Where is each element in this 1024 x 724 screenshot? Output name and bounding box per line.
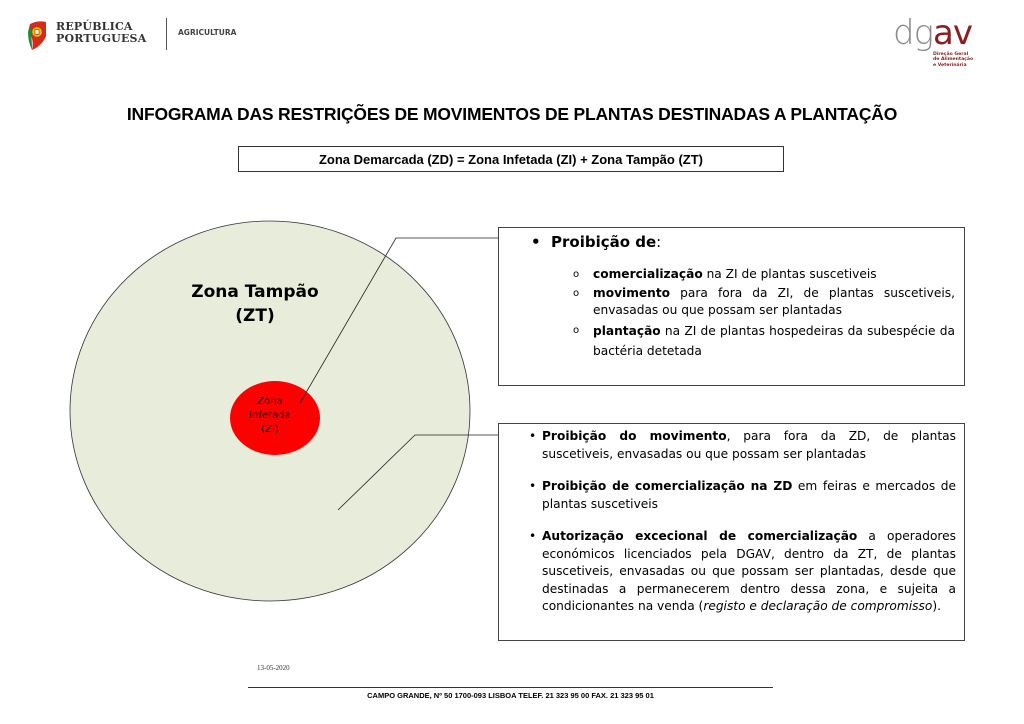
buffer-zone-restriction-list: [529, 428, 956, 631]
dgav-wordmark-grey: dg: [893, 13, 933, 53]
item-text: a operadores económicos licenciados pela DGAV, dentro da ZT, de plantas suscetiveis, envasadas ou que possam ser plantadas, desde que destinadas a permanecerem dentro dessa zona, e sujeita a condicionantes na venda (: [542, 529, 956, 613]
item-text: , para fora da ZD, de plantas suscetiveis, envasadas ou que possam ser plantadas: [542, 429, 956, 461]
buffer-zone-label: [180, 280, 330, 328]
list-item: [573, 266, 955, 284]
page-title: INFOGRAMA DAS RESTRIÇÕES DE MOVIMENTOS DE PLANTAS DESTINADAS A PLANTAÇÃO: [126, 104, 898, 124]
item-italic-text: registo e declaração de compromisso: [703, 599, 933, 613]
infected-zone-label-line1: Zona: [257, 396, 283, 407]
footer-divider: [248, 687, 773, 688]
item-text: em feiras e mercados de plantas suscetiveis: [542, 479, 956, 511]
infected-zone-label-line3: (ZI): [261, 424, 279, 435]
infected-zone-label-line2: Infetada: [249, 410, 291, 421]
government-name-line2: PORTUGUESA: [56, 32, 147, 45]
item-tail-text: ).: [932, 599, 941, 613]
infected-zone-restriction-list: [573, 266, 955, 362]
bullet-icon: •: [531, 233, 541, 251]
item-bold-text: movimento: [593, 285, 671, 300]
item-text: na ZI de plantas hospedeiras da subespécie da bactéria detetada: [593, 323, 955, 358]
infected-zone-restrictions-box: [498, 227, 965, 386]
list-item: [573, 321, 955, 361]
item-bold-text: comercialização: [593, 267, 703, 281]
bullet-icon: •: [529, 529, 537, 543]
government-name-line1: REPÚBLICA: [56, 20, 133, 33]
item-bold-text: plantação: [593, 323, 661, 338]
dgav-wordmark-red: av: [933, 13, 972, 53]
dgav-subtitle-line2: de Alimentação: [933, 57, 974, 63]
department-name: AGRICULTURA: [178, 28, 237, 37]
dgav-subtitle-line3: e Veterinária: [933, 62, 967, 68]
buffer-zone-restrictions-box: [498, 423, 965, 641]
bullet-icon: •: [529, 429, 537, 443]
item-text: na ZI de plantas suscetiveis: [702, 267, 877, 281]
infected-zone-heading-text: Proibição de: [551, 233, 657, 251]
item-bold-text: Autorização excecional de comercialização: [542, 529, 858, 543]
infected-zone-label: [240, 395, 300, 437]
item-text: para fora da ZI, de plantas suscetiveis, envasadas ou que possam ser plantadas: [593, 285, 955, 317]
heading-colon: :: [656, 233, 662, 251]
document-date: 13-05-2020: [257, 664, 290, 672]
circle-bullet-icon: o: [573, 269, 580, 280]
circle-bullet-icon: o: [573, 287, 580, 299]
item-bold-text: Proibição do movimento: [542, 429, 727, 443]
dgav-subtitle-line1: Direção Geral: [933, 52, 969, 57]
buffer-zone-label-line1: Zona Tampão: [191, 282, 319, 302]
circle-bullet-icon: o: [573, 324, 580, 336]
list-item: [529, 528, 956, 616]
bullet-icon: •: [529, 479, 537, 493]
item-bold-text: Proibição de comercialização na ZD: [542, 479, 793, 493]
list-item: [573, 285, 955, 320]
list-item: [529, 478, 956, 513]
list-item: [529, 428, 956, 463]
footer-address: CAMPO GRANDE, Nº 50 1700-093 LISBOA TELEF. 21 323 95 00 FAX. 21 323 95 01: [367, 691, 654, 700]
zone-formula-box: Zona Demarcada (ZD) = Zona Infetada (ZI) + Zona Tampão (ZT): [238, 146, 784, 172]
buffer-zone-label-line2: (ZT): [235, 306, 275, 326]
